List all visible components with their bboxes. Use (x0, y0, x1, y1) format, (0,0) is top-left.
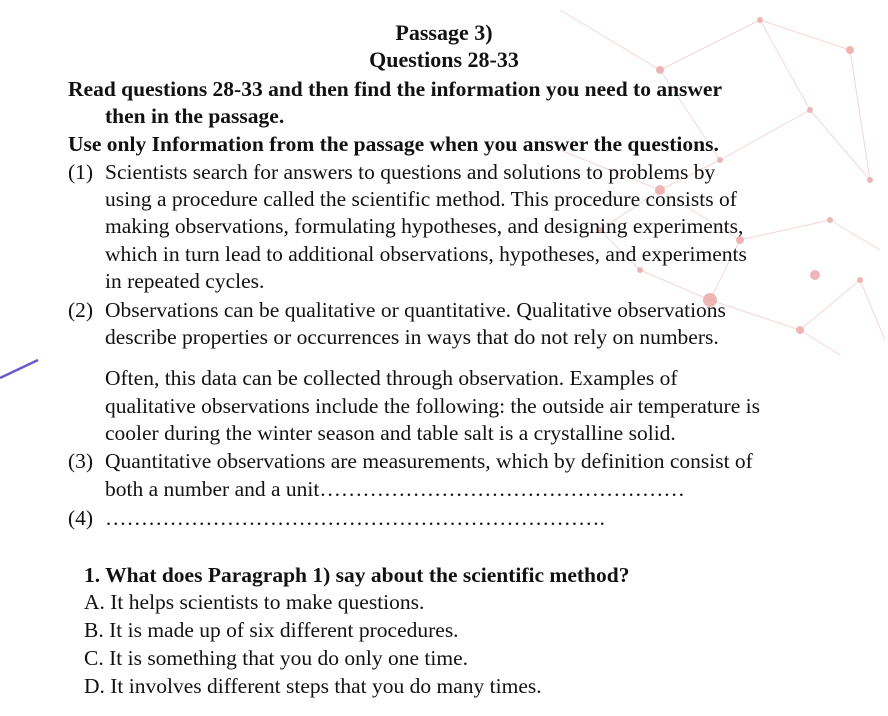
paragraph-1-line: making observations, formulating hypotheses, and designing experiments, (105, 214, 744, 238)
paragraph-1-line: using a procedure called the scientific method. This procedure consists of (105, 187, 737, 211)
option-d[interactable]: D. It involves different steps that you do many times. (84, 674, 542, 698)
instruction-line-2: Use only Information from the passage when you answer the questions. (68, 132, 719, 156)
option-c[interactable]: C. It is something that you do only one time. (84, 646, 468, 670)
paragraph-2-continuation-line: Often, this data can be collected through observation. Examples of (105, 366, 678, 390)
instruction-line-1: Read questions 28-33 and then find the information you need to answer (68, 77, 723, 101)
question-stem: 1. What does Paragraph 1) say about the scientific method? (84, 563, 630, 587)
instruction-line-1-continued: then in the passage. (105, 104, 285, 128)
option-a[interactable]: A. It helps scientists to make questions. (84, 590, 425, 614)
passage-title: Passage 3) (395, 20, 493, 45)
paragraph-4-number: (4) (68, 506, 94, 530)
paragraph-1-line: which in turn lead to additional observations, hypotheses, and experiments (105, 242, 747, 266)
paragraph-1-line: Scientists search for answers to questions and solutions to problems by (105, 160, 716, 184)
option-b[interactable]: B. It is made up of six different procedures. (84, 618, 459, 642)
paragraph-2-line: Observations can be qualitative or quantitative. Qualitative observations (105, 298, 726, 322)
paragraph-3-line: Quantitative observations are measurements, which by definition consist of (105, 449, 753, 473)
questions-range: Questions 28-33 (369, 47, 519, 72)
paragraph-4-line: ……………………………………………………………. (105, 506, 605, 530)
paragraph-1-number: (1) (68, 160, 94, 184)
paragraph-3-line: both a number and a unit…………………………………………… (105, 477, 685, 501)
paragraph-1-line: in repeated cycles. (105, 269, 265, 293)
paragraph-2-line: describe properties or occurrences in ways that do not rely on numbers. (105, 325, 719, 349)
paragraph-2-continuation-line: qualitative observations include the following: the outside air temperature is (105, 394, 760, 418)
paragraph-2-number: (2) (68, 298, 94, 322)
paragraph-3-number: (3) (68, 449, 94, 473)
paragraph-2-continuation-line: cooler during the winter season and table salt is a crystalline solid. (105, 421, 676, 445)
